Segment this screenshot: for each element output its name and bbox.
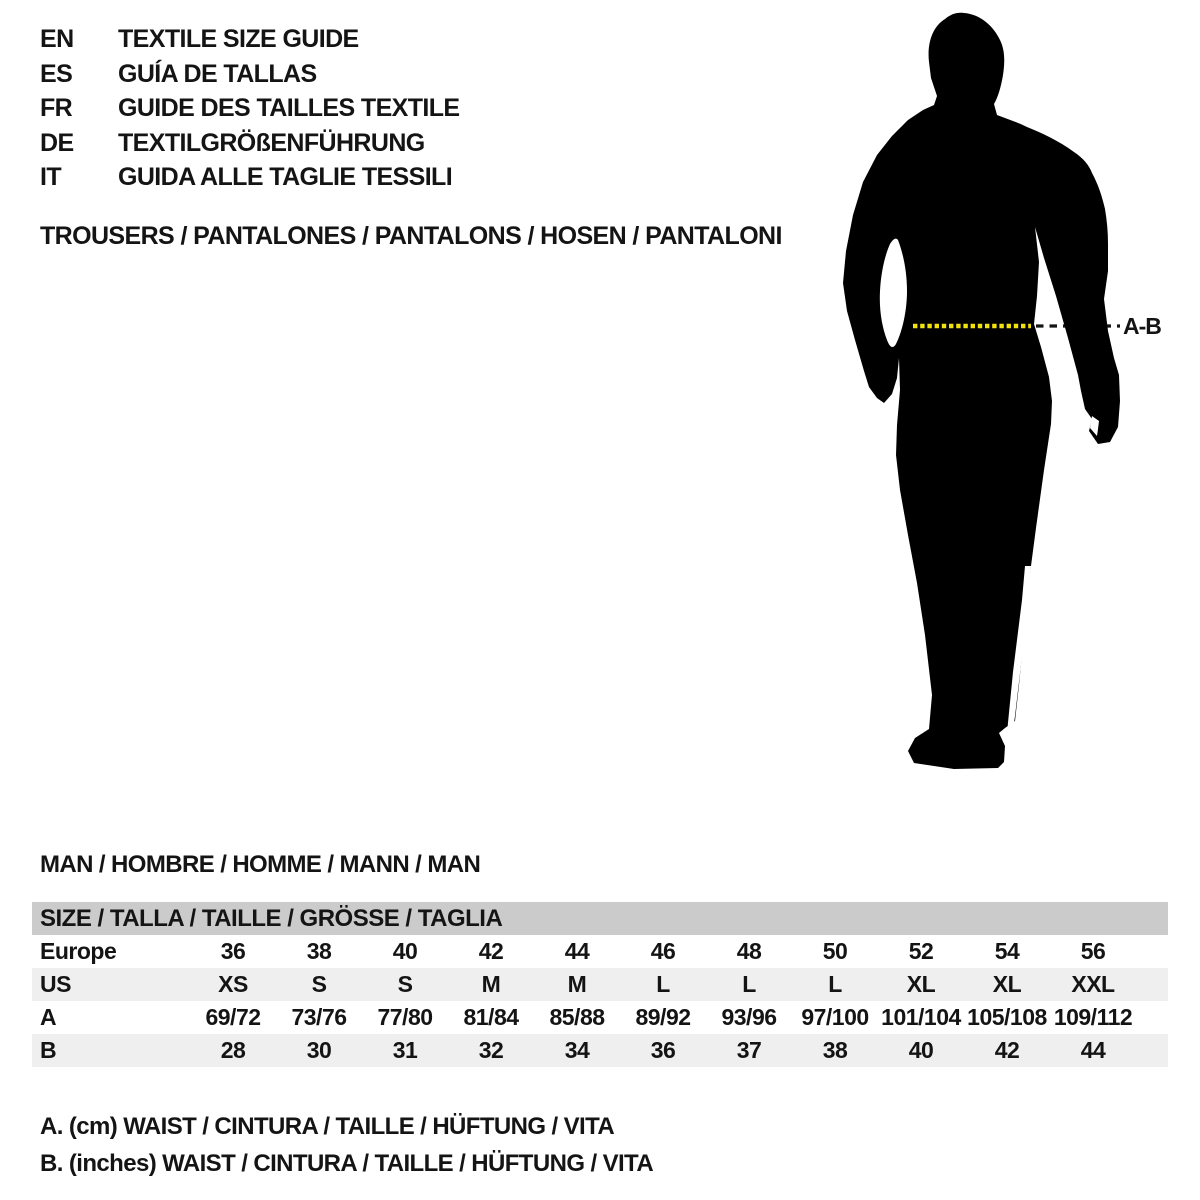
- size-cell: XXL: [1071, 971, 1115, 997]
- row-label: A: [40, 1004, 57, 1030]
- language-label: GUIDA ALLE TAGLIE TESSILI: [118, 163, 453, 192]
- size-table-header-row: [32, 902, 1168, 935]
- table-row-us: [32, 968, 1168, 1001]
- section-title: MAN / HOMBRE / HOMME / MANN / MAN: [40, 851, 481, 878]
- size-cell: 46: [650, 938, 676, 964]
- language-label: GUÍA DE TALLAS: [118, 59, 317, 88]
- language-label: TEXTILGRÖßENFÜHRUNG: [118, 128, 425, 157]
- spacer-cell: [1136, 1001, 1168, 1034]
- size-cell: 38: [306, 938, 332, 964]
- size-cell: 30: [306, 1037, 332, 1063]
- size-cell: 97/100: [801, 1004, 869, 1030]
- footnotes: [40, 1108, 653, 1182]
- footnote-b: B. (inches) WAIST / CINTURA / TAILLE / HÜFTUNG / VITA: [40, 1150, 654, 1177]
- size-cell: 42: [994, 1037, 1020, 1063]
- language-label: GUIDE DES TAILLES TEXTILE: [118, 94, 460, 123]
- table-row-a: [32, 1001, 1168, 1034]
- size-cell: 109/112: [1053, 1004, 1133, 1030]
- size-cell: 36: [220, 938, 246, 964]
- measure-label: A-B: [1123, 313, 1161, 339]
- man-silhouette: [843, 13, 1120, 769]
- size-cell: 38: [822, 1037, 848, 1063]
- language-code: EN: [40, 25, 74, 53]
- size-cell: M: [481, 971, 501, 997]
- spacer-cell: [1136, 968, 1168, 1001]
- language-code: ES: [40, 59, 73, 88]
- size-table-header: SIZE / TALLA / TAILLE / GRÖSSE / TAGLIA: [32, 902, 1168, 935]
- language-code: FR: [40, 94, 73, 123]
- size-cell: 48: [736, 938, 762, 964]
- size-cell: 44: [564, 938, 590, 964]
- size-cell: 101/104: [881, 1004, 961, 1030]
- size-cell: 85/88: [549, 1004, 605, 1030]
- row-label: US: [40, 971, 71, 997]
- footnote-a: A. (cm) WAIST / CINTURA / TAILLE / HÜFTUNG / VITA: [40, 1113, 615, 1140]
- size-cell: XS: [218, 971, 248, 997]
- size-cell: 93/96: [721, 1004, 777, 1030]
- table-row-europe: [32, 935, 1168, 968]
- size-cell: L: [656, 971, 670, 997]
- size-cell: XL: [992, 971, 1022, 997]
- size-table: [32, 902, 1168, 1067]
- size-cell: 50: [822, 938, 848, 964]
- size-cell: 37: [736, 1037, 762, 1063]
- size-cell: M: [567, 971, 587, 997]
- size-cell: 105/108: [967, 1004, 1047, 1030]
- row-label: Europe: [40, 938, 117, 964]
- size-cell: S: [397, 971, 413, 997]
- size-cell: 32: [478, 1037, 504, 1063]
- size-cell: 34: [564, 1037, 590, 1063]
- size-cell: S: [311, 971, 327, 997]
- size-cell: 40: [908, 1037, 934, 1063]
- size-cell: 42: [478, 938, 504, 964]
- size-cell: 56: [1080, 938, 1106, 964]
- language-label: TEXTILE SIZE GUIDE: [118, 25, 359, 53]
- spacer-cell: [1136, 935, 1168, 968]
- spacer-cell: [1136, 1034, 1168, 1067]
- size-cell: 54: [994, 938, 1020, 964]
- size-cell: 36: [650, 1037, 676, 1063]
- table-row-b: [32, 1034, 1168, 1067]
- size-cell: XL: [906, 971, 936, 997]
- size-cell: 44: [1080, 1037, 1106, 1063]
- category-title: TROUSERS / PANTALONES / PANTALONS / HOSEN / PANTALONI: [40, 222, 782, 250]
- row-label: B: [40, 1037, 57, 1063]
- size-cell: 40: [392, 938, 418, 964]
- size-cell: 31: [392, 1037, 418, 1063]
- size-cell: 89/92: [635, 1004, 691, 1030]
- size-cell: 69/72: [205, 1004, 261, 1030]
- size-cell: 81/84: [463, 1004, 519, 1030]
- size-cell: L: [742, 971, 756, 997]
- size-cell: L: [828, 971, 842, 997]
- language-code: IT: [40, 163, 62, 192]
- size-cell: 73/76: [291, 1004, 347, 1030]
- size-cell: 77/80: [377, 1004, 433, 1030]
- language-code: DE: [40, 128, 74, 157]
- size-cell: 52: [908, 938, 934, 964]
- size-cell: 28: [220, 1037, 246, 1063]
